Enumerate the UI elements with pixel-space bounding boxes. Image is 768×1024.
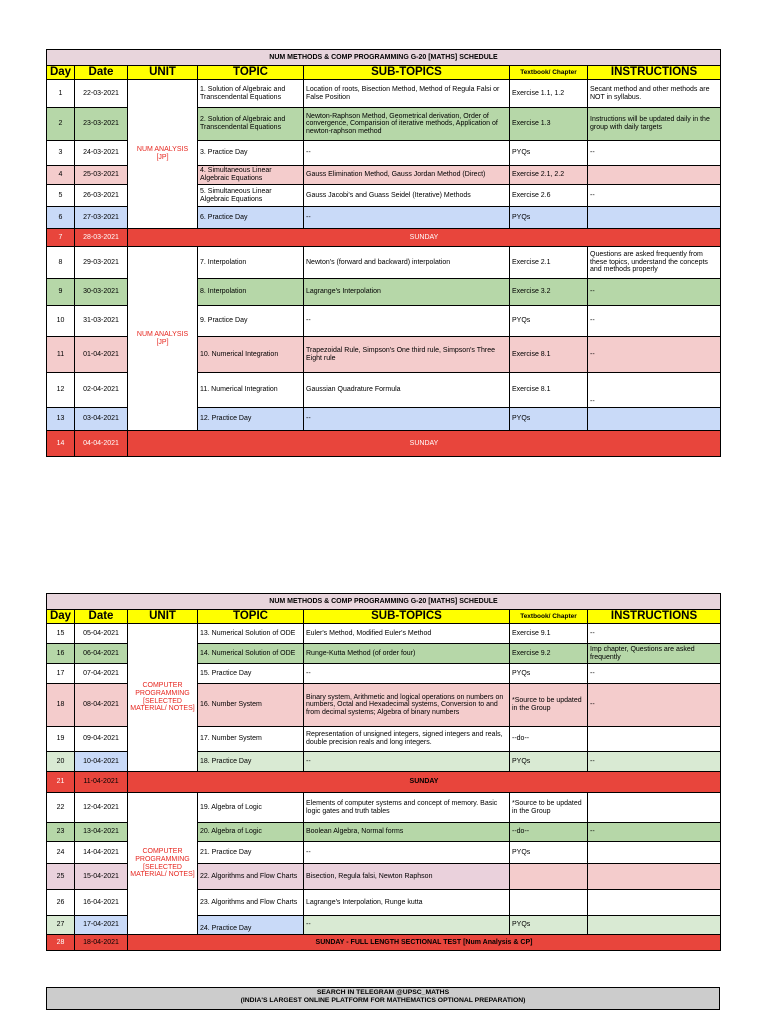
topic-cell: 4. Simultaneous Linear Algebraic Equations	[198, 166, 304, 185]
date-cell: 18-04-2021	[75, 935, 128, 951]
subtopic-cell: Bisection, Regula falsi, Newton Raphson	[304, 864, 510, 890]
day-cell: 15	[47, 624, 75, 644]
topic-cell: 7. Interpolation	[198, 247, 304, 279]
topic-cell: 17. Number System	[198, 727, 304, 752]
schedule-table-1	[46, 49, 721, 457]
sunday-label: SUNDAY	[128, 431, 721, 457]
subtopic-cell: Newton's (forward and backward) interpolation	[304, 247, 510, 279]
topic-cell: 22. Algorithms and Flow Charts	[198, 864, 304, 890]
date-cell: 04-04-2021	[75, 431, 128, 457]
instructions-cell: --	[588, 823, 721, 842]
date-cell: 02-04-2021	[75, 373, 128, 408]
subtopic-cell: --	[304, 306, 510, 337]
instructions-cell: Secant method and other methods are NOT in syllabus.	[588, 80, 721, 108]
header-date: Date	[75, 66, 128, 80]
textbook-cell: PYQs	[510, 306, 588, 337]
day-cell: 27	[47, 916, 75, 935]
date-cell: 29-03-2021	[75, 247, 128, 279]
unit-cell: COMPUTER PROGRAMMING [SELECTED MATERIAL/ NOTES]	[128, 793, 198, 935]
day-cell: 11	[47, 337, 75, 373]
header-subtopics: SUB-TOPICS	[304, 610, 510, 624]
topic-cell: 15. Practice Day	[198, 664, 304, 684]
day-cell: 14	[47, 431, 75, 457]
sunday-label: SUNDAY	[128, 772, 721, 793]
date-cell: 17-04-2021	[75, 916, 128, 935]
date-cell: 28-03-2021	[75, 229, 128, 247]
header-topic: TOPIC	[198, 610, 304, 624]
textbook-cell: Exercise 3.2	[510, 279, 588, 306]
subtopic-cell: --	[304, 408, 510, 431]
day-cell: 22	[47, 793, 75, 823]
day-cell: 3	[47, 141, 75, 166]
subtopic-cell: --	[304, 141, 510, 166]
sunday-row	[47, 431, 721, 457]
subtopic-cell: Gaussian Quadrature Formula	[304, 373, 510, 408]
unit-cell: NUM ANALYSIS [JP]	[128, 80, 198, 229]
day-cell: 6	[47, 207, 75, 229]
date-cell: 05-04-2021	[75, 624, 128, 644]
date-cell: 24-03-2021	[75, 141, 128, 166]
date-cell: 26-03-2021	[75, 185, 128, 207]
topic-cell: 14. Numerical Solution of ODE	[198, 644, 304, 664]
header-topic: TOPIC	[198, 66, 304, 80]
telegram-footer	[46, 987, 720, 1010]
date-cell: 08-04-2021	[75, 684, 128, 727]
instructions-cell: Questions are asked frequently from these topics, understand the concepts and methods properly	[588, 247, 721, 279]
date-cell: 23-03-2021	[75, 108, 128, 141]
textbook-cell: PYQs	[510, 141, 588, 166]
textbook-cell: Exercise 2.6	[510, 185, 588, 207]
header-subtopics: SUB-TOPICS	[304, 66, 510, 80]
subtopic-cell: Trapezoidal Rule, Simpson's One third rule, Simpson's Three Eight rule	[304, 337, 510, 373]
textbook-cell: PYQs	[510, 752, 588, 772]
subtopic-cell: Gauss Elimination Method, Gauss Jordan Method (Direct)	[304, 166, 510, 185]
textbook-cell: Exercise 9.1	[510, 624, 588, 644]
topic-cell: 2. Solution of Algebraic and Transcendental Equations	[198, 108, 304, 141]
day-cell: 24	[47, 842, 75, 864]
date-cell: 25-03-2021	[75, 166, 128, 185]
topic-cell: 23. Algorithms and Flow Charts	[198, 890, 304, 916]
day-cell: 1	[47, 80, 75, 108]
instructions-cell: --	[588, 279, 721, 306]
topic-cell: 20. Algebra of Logic	[198, 823, 304, 842]
topic-cell: 11. Numerical Integration	[198, 373, 304, 408]
date-cell: 13-04-2021	[75, 823, 128, 842]
table-row	[47, 624, 721, 644]
header-unit: UNIT	[128, 610, 198, 624]
instructions-cell: --	[588, 185, 721, 207]
textbook-cell: Exercise 1.3	[510, 108, 588, 141]
table-row	[47, 247, 721, 279]
date-cell: 14-04-2021	[75, 842, 128, 864]
day-cell: 2	[47, 108, 75, 141]
instructions-cell	[588, 207, 721, 229]
topic-cell: 8. Interpolation	[198, 279, 304, 306]
textbook-cell: --do--	[510, 823, 588, 842]
subtopic-cell: Lagrange's Interpolation, Runge kutta	[304, 890, 510, 916]
day-cell: 7	[47, 229, 75, 247]
textbook-cell: Exercise 2.1	[510, 247, 588, 279]
date-cell: 11-04-2021	[75, 772, 128, 793]
day-cell: 26	[47, 890, 75, 916]
date-cell: 30-03-2021	[75, 279, 128, 306]
day-cell: 5	[47, 185, 75, 207]
topic-cell: 18. Practice Day	[198, 752, 304, 772]
subtopic-cell: Representation of unsigned integers, signed integers and reals, double precision reals and long integers.	[304, 727, 510, 752]
textbook-cell: PYQs	[510, 207, 588, 229]
topic-cell: 10. Numerical Integration	[198, 337, 304, 373]
day-cell: 4	[47, 166, 75, 185]
day-cell: 9	[47, 279, 75, 306]
textbook-cell: Exercise 8.1	[510, 337, 588, 373]
date-cell: 12-04-2021	[75, 793, 128, 823]
subtopic-cell: --	[304, 752, 510, 772]
header-instructions: INSTRUCTIONS	[588, 66, 721, 80]
day-cell: 16	[47, 644, 75, 664]
sunday-row	[47, 772, 721, 793]
topic-cell: 16. Number System	[198, 684, 304, 727]
topic-cell: 19. Algebra of Logic	[198, 793, 304, 823]
date-cell: 07-04-2021	[75, 664, 128, 684]
subtopic-cell: --	[304, 842, 510, 864]
subtopic-cell: --	[304, 916, 510, 935]
topic-cell: 24. Practice Day	[198, 916, 304, 935]
instructions-cell: --	[588, 306, 721, 337]
sunday-row	[47, 935, 721, 951]
instructions-cell: --	[588, 141, 721, 166]
header-day: Day	[47, 610, 75, 624]
day-cell: 23	[47, 823, 75, 842]
header-day: Day	[47, 66, 75, 80]
sunday-label: SUNDAY	[128, 229, 721, 247]
instructions-cell: --	[588, 624, 721, 644]
date-cell: 31-03-2021	[75, 306, 128, 337]
textbook-cell: *Source to be updated in the Group	[510, 793, 588, 823]
subtopic-cell: Boolean Algebra, Normal forms	[304, 823, 510, 842]
day-cell: 18	[47, 684, 75, 727]
textbook-cell: Exercise 9.2	[510, 644, 588, 664]
topic-cell: 12. Practice Day	[198, 408, 304, 431]
day-cell: 28	[47, 935, 75, 951]
textbook-cell: Exercise 8.1	[510, 373, 588, 408]
instructions-cell	[588, 793, 721, 823]
unit-cell: COMPUTER PROGRAMMING [SELECTED MATERIAL/ NOTES]	[128, 624, 198, 772]
date-cell: 22-03-2021	[75, 80, 128, 108]
subtopic-cell: Newton-Raphson Method, Geometrical derivation, Order of convergence, Comparision of iterative methods, Application of newton-raphson method	[304, 108, 510, 141]
header-date: Date	[75, 610, 128, 624]
instructions-cell: --	[588, 684, 721, 727]
subtopic-cell: Euler's Method, Modified Euler's Method	[304, 624, 510, 644]
header-textbook: Textbook/ Chapter	[510, 66, 588, 80]
day-cell: 17	[47, 664, 75, 684]
table-row	[47, 793, 721, 823]
topic-cell: 13. Numerical Solution of ODE	[198, 624, 304, 644]
subtopic-cell: --	[304, 664, 510, 684]
topic-cell: 6. Practice Day	[198, 207, 304, 229]
subtopic-cell: Runge-Kutta Method (of order four)	[304, 644, 510, 664]
table-row	[47, 80, 721, 108]
textbook-cell: Exercise 2.1, 2.2	[510, 166, 588, 185]
instructions-cell: --	[588, 752, 721, 772]
textbook-cell: *Source to be updated in the Group	[510, 684, 588, 727]
unit-cell: NUM ANALYSIS [JP]	[128, 247, 198, 431]
instructions-cell	[588, 890, 721, 916]
instructions-cell	[588, 408, 721, 431]
day-cell: 20	[47, 752, 75, 772]
topic-cell: 3. Practice Day	[198, 141, 304, 166]
subtopic-cell: Gauss Jacobi's and Guass Seidel (Iterative) Methods	[304, 185, 510, 207]
date-cell: 06-04-2021	[75, 644, 128, 664]
instructions-cell	[588, 916, 721, 935]
instructions-cell: --	[588, 373, 721, 408]
topic-cell: 21. Practice Day	[198, 842, 304, 864]
header-instructions: INSTRUCTIONS	[588, 610, 721, 624]
footer-line-2: (INDIA'S LARGEST ONLINE PLATFORM FOR MATHEMATICS OPTIONAL PREPARATION)	[240, 996, 526, 1004]
textbook-cell: Exercise 1.1, 1.2	[510, 80, 588, 108]
textbook-cell	[510, 890, 588, 916]
date-cell: 10-04-2021	[75, 752, 128, 772]
instructions-cell: Instructions will be updated daily in the group with daily targets	[588, 108, 721, 141]
day-cell: 21	[47, 772, 75, 793]
date-cell: 15-04-2021	[75, 864, 128, 890]
date-cell: 09-04-2021	[75, 727, 128, 752]
instructions-cell	[588, 727, 721, 752]
schedule-table-2	[46, 593, 721, 951]
textbook-cell: --do--	[510, 727, 588, 752]
header-unit: UNIT	[128, 66, 198, 80]
instructions-cell: --	[588, 337, 721, 373]
topic-cell: 9. Practice Day	[198, 306, 304, 337]
instructions-cell: --	[588, 664, 721, 684]
day-cell: 13	[47, 408, 75, 431]
day-cell: 12	[47, 373, 75, 408]
textbook-cell	[510, 864, 588, 890]
subtopic-cell: Lagrange's Interpolation	[304, 279, 510, 306]
subtopic-cell: --	[304, 207, 510, 229]
instructions-cell	[588, 864, 721, 890]
footer-line-1: SEARCH IN TELEGRAM @UPSC_MATHS	[316, 989, 450, 996]
subtopic-cell: Location of roots, Bisection Method, Method of Regula Falsi or False Position	[304, 80, 510, 108]
subtopic-cell: Binary system, Arithmetic and logical operations on numbers on numbers, Octal and Hexadecimal systems, Conversion to and from decimal systems; Algebra of binary numbers	[304, 684, 510, 727]
instructions-cell	[588, 842, 721, 864]
day-cell: 25	[47, 864, 75, 890]
date-cell: 27-03-2021	[75, 207, 128, 229]
textbook-cell: PYQs	[510, 664, 588, 684]
subtopic-cell: Elements of computer systems and concept of memory. Basic logic gates and truth tables	[304, 793, 510, 823]
date-cell: 03-04-2021	[75, 408, 128, 431]
textbook-cell: PYQs	[510, 408, 588, 431]
day-cell: 8	[47, 247, 75, 279]
topic-cell: 1. Solution of Algebraic and Transcendental Equations	[198, 80, 304, 108]
day-cell: 10	[47, 306, 75, 337]
header-textbook: Textbook/ Chapter	[510, 610, 588, 624]
schedule-title: NUM METHODS & COMP PROGRAMMING G-20 [MATHS] SCHEDULE	[47, 594, 721, 610]
schedule-title: NUM METHODS & COMP PROGRAMMING G-20 [MATHS] SCHEDULE	[47, 50, 721, 66]
textbook-cell: PYQs	[510, 916, 588, 935]
topic-cell: 5. Simultaneous Linear Algebraic Equations	[198, 185, 304, 207]
instructions-cell: Imp chapter, Questions are asked frequently	[588, 644, 721, 664]
date-cell: 01-04-2021	[75, 337, 128, 373]
day-cell: 19	[47, 727, 75, 752]
instructions-cell	[588, 166, 721, 185]
sunday-row	[47, 229, 721, 247]
textbook-cell: PYQs	[510, 842, 588, 864]
date-cell: 16-04-2021	[75, 890, 128, 916]
sunday-label: SUNDAY - FULL LENGTH SECTIONAL TEST [Num Analysis & CP]	[128, 935, 721, 951]
